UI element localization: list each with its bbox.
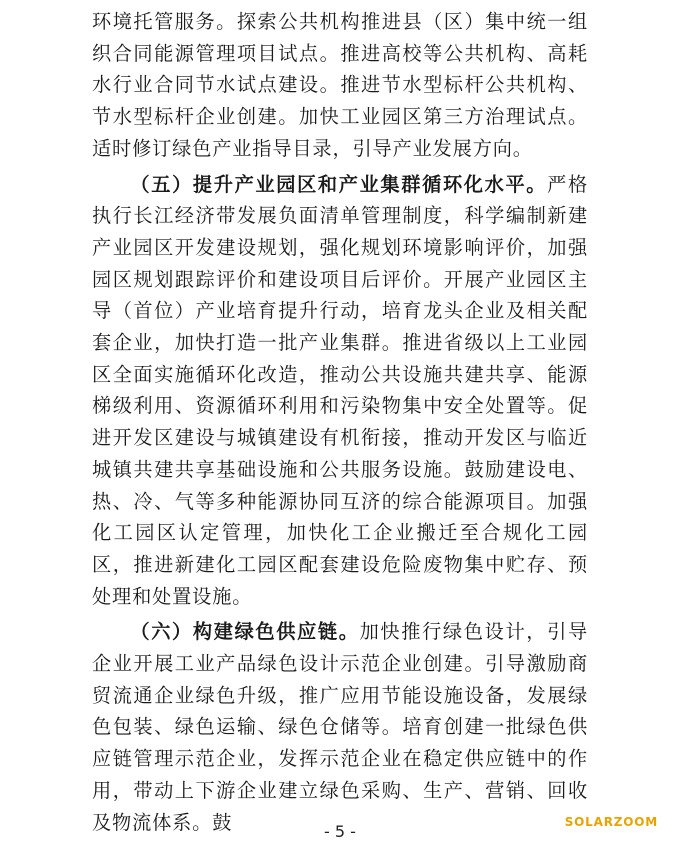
page-number: - 5 -	[324, 822, 356, 841]
paragraph-text: 加快推行绿色设计，引导企业开展工业产品绿色设计示范企业创建。引导激励商贸流通企业绿色升级，推广应用节能设施设备，发展绿色包装、绿色运输、绿色仓储等。培育创建一批绿色供应链管理示范企业，发挥示范企业在稳定供应链中的作用，带动上下游企业建立绿色采购、生产、营销、回收及物流体系。鼓	[92, 620, 588, 834]
paragraph-section-5	[92, 169, 588, 613]
paragraph-text: 环境托管服务。探索公共机构推进县（区）集中统一组织合同能源管理项目试点。推进高校等公共机构、高耗水行业合同节水试点建设。推进节水型标杆公共机构、节水型标杆企业创建。加快工业园区第三方治理试点。适时修订绿色产业指导目录，引导产业发展方向。	[92, 10, 588, 160]
paragraph-continuation	[92, 6, 588, 165]
paragraph-text: 严格执行长江经济带发展负面清单管理制度，科学编制新建产业园区开发建设规划，强化规划环境影响评价，加强园区规划跟踪评价和建设项目后评价。开展产业园区主导（首位）产业培育提升行动，培育龙头企业及相关配套企业，加快打造一批产业集群。推进省级以上工业园区全面实施循环化改造，推动公共设施共建共享、能源梯级利用、资源循环利用和污染物集中安全处置等。促进开发区建设与城镇建设有机衔接，推动开发区与临近城镇共建共享基础设施和公共服务设施。鼓励建设电、热、冷、气等多种能源协同互济的综合能源项目。加强化工园区认定管理，加快化工企业搬迁至合规化工园区，推进新建化工园区配套建设危险废物集中贮存、预处理和处置设施。	[92, 172, 588, 608]
section-heading: （五）提升产业园区和产业集群循环化水平。	[130, 172, 548, 196]
paragraph-section-6	[92, 616, 588, 838]
watermark-logo: SOLARZOOM	[564, 815, 658, 829]
section-heading: （六）构建绿色供应链。	[130, 620, 360, 644]
body-text	[92, 6, 588, 838]
